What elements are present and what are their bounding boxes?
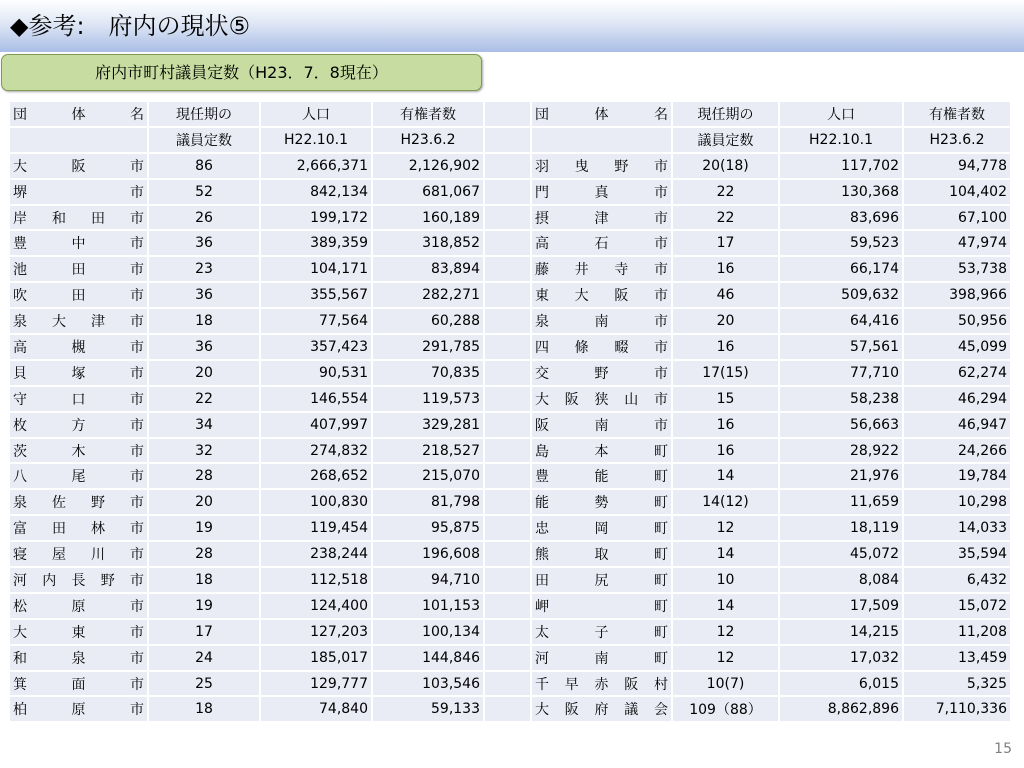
municipality-name: 田尻町: [532, 568, 673, 594]
voter-count: 2,126,902: [373, 154, 485, 180]
population-value: 83,696: [780, 206, 904, 232]
municipality-name: 大阪市: [10, 154, 149, 180]
seat-count: 10: [673, 568, 780, 594]
header-row-2: [10, 128, 1012, 154]
voter-count: 11,208: [904, 620, 1012, 646]
header-voters-date: H23.6.2: [373, 128, 485, 154]
population-value: 18,119: [780, 516, 904, 542]
table-row: [10, 154, 1012, 180]
table-row: [10, 620, 1012, 646]
seat-count: 34: [149, 413, 261, 439]
municipality-name: 岬町: [532, 594, 673, 620]
seat-count: 12: [673, 516, 780, 542]
population-value: 6,015: [780, 672, 904, 698]
column-gap: [485, 594, 532, 620]
table-row: [10, 387, 1012, 413]
table-row: [10, 413, 1012, 439]
column-gap: [485, 516, 532, 542]
table-row: [10, 697, 1012, 723]
population-value: 59,523: [780, 231, 904, 257]
voter-count: 318,852: [373, 231, 485, 257]
column-gap: [485, 646, 532, 672]
header-voters: 有権者数: [904, 102, 1012, 128]
voter-count: 94,710: [373, 568, 485, 594]
column-gap: [485, 464, 532, 490]
table-row: [10, 646, 1012, 672]
table-row: [10, 594, 1012, 620]
voter-count: 53,738: [904, 257, 1012, 283]
population-value: 129,777: [261, 672, 373, 698]
header-seats: 現任期の: [149, 102, 261, 128]
table-row: [10, 439, 1012, 465]
table-row: [10, 231, 1012, 257]
voter-count: 100,134: [373, 620, 485, 646]
municipality-name: 貝塚市: [10, 361, 149, 387]
municipality-name: 和泉市: [10, 646, 149, 672]
slide-title: ◆参考: 府内の現状⑤: [10, 12, 251, 40]
column-gap: [485, 102, 532, 128]
voter-count: 291,785: [373, 335, 485, 361]
seat-count: 19: [149, 516, 261, 542]
voter-count: 6,432: [904, 568, 1012, 594]
seat-count: 86: [149, 154, 261, 180]
voter-count: 62,274: [904, 361, 1012, 387]
municipality-name: 大阪府議会: [532, 697, 673, 723]
voter-count: 94,778: [904, 154, 1012, 180]
population-value: 357,423: [261, 335, 373, 361]
voter-count: 45,099: [904, 335, 1012, 361]
population-value: 842,134: [261, 180, 373, 206]
column-gap: [485, 180, 532, 206]
column-gap: [485, 206, 532, 232]
municipality-name: 大東市: [10, 620, 149, 646]
population-value: 100,830: [261, 490, 373, 516]
municipality-name: 吹田市: [10, 283, 149, 309]
voter-count: 46,294: [904, 387, 1012, 413]
table-row: [10, 180, 1012, 206]
header-row-1: [10, 102, 1012, 128]
voter-count: 67,100: [904, 206, 1012, 232]
column-gap: [485, 283, 532, 309]
population-value: 45,072: [780, 542, 904, 568]
municipality-name: 泉南市: [532, 309, 673, 335]
municipality-name: 藤井寺市: [532, 257, 673, 283]
voter-count: 5,325: [904, 672, 1012, 698]
seat-count: 32: [149, 439, 261, 465]
population-value: 238,244: [261, 542, 373, 568]
voter-count: 70,835: [373, 361, 485, 387]
population-value: 509,632: [780, 283, 904, 309]
column-gap: [485, 568, 532, 594]
header-voters-date: H23.6.2: [904, 128, 1012, 154]
municipality-name: 堺市: [10, 180, 149, 206]
municipality-name: 千早赤阪村: [532, 672, 673, 698]
table-row: [10, 490, 1012, 516]
municipality-name: 池田市: [10, 257, 149, 283]
voter-count: 15,072: [904, 594, 1012, 620]
seat-count: 109（88）: [673, 697, 780, 723]
voter-count: 81,798: [373, 490, 485, 516]
seat-count: 15: [673, 387, 780, 413]
municipality-name: 大阪狭山市: [532, 387, 673, 413]
seat-count: 20: [673, 309, 780, 335]
column-gap: [485, 335, 532, 361]
seat-count: 12: [673, 646, 780, 672]
municipality-name: 寝屋川市: [10, 542, 149, 568]
seat-count: 23: [149, 257, 261, 283]
seat-count: 19: [149, 594, 261, 620]
municipality-name: 豊能町: [532, 464, 673, 490]
column-gap: [485, 620, 532, 646]
table-row: [10, 206, 1012, 232]
column-gap: [485, 309, 532, 335]
population-value: 124,400: [261, 594, 373, 620]
municipality-name: 阪南市: [532, 413, 673, 439]
population-value: 21,976: [780, 464, 904, 490]
header-name: 団 体 名: [532, 102, 673, 128]
seat-count: 18: [149, 309, 261, 335]
population-value: 74,840: [261, 697, 373, 723]
seat-count: 36: [149, 335, 261, 361]
population-value: 355,567: [261, 283, 373, 309]
column-gap: [485, 672, 532, 698]
municipality-name: 羽曳野市: [532, 154, 673, 180]
column-gap: [485, 413, 532, 439]
municipality-name: 岸和田市: [10, 206, 149, 232]
municipality-name: 河内長野市: [10, 568, 149, 594]
voter-count: 218,527: [373, 439, 485, 465]
header-population-date: H22.10.1: [261, 128, 373, 154]
population-value: 57,561: [780, 335, 904, 361]
column-gap: [485, 439, 532, 465]
seat-count: 20: [149, 490, 261, 516]
population-value: 66,174: [780, 257, 904, 283]
seat-count: 20: [149, 361, 261, 387]
population-value: 17,509: [780, 594, 904, 620]
voter-count: 7,110,336: [904, 697, 1012, 723]
municipality-name: 島本町: [532, 439, 673, 465]
population-value: 8,862,896: [780, 697, 904, 723]
seat-count: 18: [149, 697, 261, 723]
voter-count: 103,546: [373, 672, 485, 698]
seat-count: 20(18): [673, 154, 780, 180]
column-gap: [485, 257, 532, 283]
seat-count: 52: [149, 180, 261, 206]
municipality-name: 枚方市: [10, 413, 149, 439]
table-row: [10, 568, 1012, 594]
subtitle-box: 府内市町村議員定数（H23．7．8現在）: [1, 54, 482, 91]
municipality-name: 熊取町: [532, 542, 673, 568]
header-voters: 有権者数: [373, 102, 485, 128]
table-row: [10, 542, 1012, 568]
seat-count: 26: [149, 206, 261, 232]
seat-count: 22: [673, 206, 780, 232]
population-value: 119,454: [261, 516, 373, 542]
header-blank: [10, 128, 149, 154]
seat-count: 14: [673, 594, 780, 620]
population-value: 90,531: [261, 361, 373, 387]
population-value: 130,368: [780, 180, 904, 206]
seat-count: 25: [149, 672, 261, 698]
column-gap: [485, 542, 532, 568]
voter-count: 59,133: [373, 697, 485, 723]
voter-count: 144,846: [373, 646, 485, 672]
seat-count: 17(15): [673, 361, 780, 387]
table-row: [10, 309, 1012, 335]
population-value: 274,832: [261, 439, 373, 465]
population-value: 104,171: [261, 257, 373, 283]
municipality-name: 豊中市: [10, 231, 149, 257]
table-row: [10, 335, 1012, 361]
population-value: 2,666,371: [261, 154, 373, 180]
municipality-name: 摂津市: [532, 206, 673, 232]
table-row: [10, 257, 1012, 283]
population-value: 28,922: [780, 439, 904, 465]
municipality-name: 泉大津市: [10, 309, 149, 335]
header-seats-sub: 議員定数: [673, 128, 780, 154]
municipality-name: 高槻市: [10, 335, 149, 361]
seat-count: 14: [673, 542, 780, 568]
seat-count: 36: [149, 283, 261, 309]
voter-count: 60,288: [373, 309, 485, 335]
seat-count: 14: [673, 464, 780, 490]
voter-count: 196,608: [373, 542, 485, 568]
seat-count: 46: [673, 283, 780, 309]
population-value: 77,710: [780, 361, 904, 387]
municipality-name: 門真市: [532, 180, 673, 206]
municipality-name: 能勢町: [532, 490, 673, 516]
seat-count: 16: [673, 257, 780, 283]
table-row: [10, 672, 1012, 698]
voter-count: 47,974: [904, 231, 1012, 257]
header-name: 団 体 名: [10, 102, 149, 128]
population-value: 268,652: [261, 464, 373, 490]
seat-count: 17: [149, 620, 261, 646]
population-value: 14,215: [780, 620, 904, 646]
municipality-name: 茨木市: [10, 439, 149, 465]
population-value: 77,564: [261, 309, 373, 335]
population-value: 8,084: [780, 568, 904, 594]
population-value: 64,416: [780, 309, 904, 335]
population-value: 389,359: [261, 231, 373, 257]
population-value: 146,554: [261, 387, 373, 413]
voter-count: 681,067: [373, 180, 485, 206]
page-number: 15: [994, 741, 1012, 757]
seat-count: 22: [149, 387, 261, 413]
voter-count: 14,033: [904, 516, 1012, 542]
voter-count: 119,573: [373, 387, 485, 413]
voter-count: 95,875: [373, 516, 485, 542]
voter-count: 83,894: [373, 257, 485, 283]
voter-count: 101,153: [373, 594, 485, 620]
voter-count: 46,947: [904, 413, 1012, 439]
municipality-name: 守口市: [10, 387, 149, 413]
population-value: 56,663: [780, 413, 904, 439]
table-row: [10, 283, 1012, 309]
seat-count: 12: [673, 620, 780, 646]
population-value: 117,702: [780, 154, 904, 180]
voter-count: 50,956: [904, 309, 1012, 335]
seat-count: 16: [673, 439, 780, 465]
table-row: [10, 464, 1012, 490]
column-gap: [485, 154, 532, 180]
municipality-name: 八尾市: [10, 464, 149, 490]
voter-count: 104,402: [904, 180, 1012, 206]
municipality-name: 太子町: [532, 620, 673, 646]
column-gap: [485, 697, 532, 723]
municipality-name: 箕面市: [10, 672, 149, 698]
table-row: [10, 516, 1012, 542]
population-value: 17,032: [780, 646, 904, 672]
municipality-name: 松原市: [10, 594, 149, 620]
seat-count: 36: [149, 231, 261, 257]
header-population: 人口: [780, 102, 904, 128]
header-seats-sub: 議員定数: [149, 128, 261, 154]
voter-count: 13,459: [904, 646, 1012, 672]
voter-count: 329,281: [373, 413, 485, 439]
municipality-name: 富田林市: [10, 516, 149, 542]
municipality-name: 東大阪市: [532, 283, 673, 309]
municipality-name: 四條畷市: [532, 335, 673, 361]
voter-count: 160,189: [373, 206, 485, 232]
seat-count: 17: [673, 231, 780, 257]
header-population-date: H22.10.1: [780, 128, 904, 154]
header-population: 人口: [261, 102, 373, 128]
voter-count: 10,298: [904, 490, 1012, 516]
population-value: 58,238: [780, 387, 904, 413]
voter-count: 24,266: [904, 439, 1012, 465]
column-gap: [485, 128, 532, 154]
header-blank: [532, 128, 673, 154]
population-value: 185,017: [261, 646, 373, 672]
voter-count: 35,594: [904, 542, 1012, 568]
voter-count: 282,271: [373, 283, 485, 309]
column-gap: [485, 387, 532, 413]
seat-count: 16: [673, 335, 780, 361]
seat-count: 24: [149, 646, 261, 672]
seat-count: 16: [673, 413, 780, 439]
table-row: [10, 361, 1012, 387]
seat-count: 28: [149, 464, 261, 490]
municipality-name: 忠岡町: [532, 516, 673, 542]
seat-count: 22: [673, 180, 780, 206]
seat-count: 10(7): [673, 672, 780, 698]
column-gap: [485, 361, 532, 387]
municipality-name: 泉佐野市: [10, 490, 149, 516]
voter-count: 19,784: [904, 464, 1012, 490]
seat-count: 18: [149, 568, 261, 594]
municipality-name: 交野市: [532, 361, 673, 387]
population-value: 199,172: [261, 206, 373, 232]
seat-count: 14(12): [673, 490, 780, 516]
seat-count: 28: [149, 542, 261, 568]
voter-count: 215,070: [373, 464, 485, 490]
council-seats-table: [10, 102, 1012, 723]
voter-count: 398,966: [904, 283, 1012, 309]
column-gap: [485, 490, 532, 516]
municipality-name: 河南町: [532, 646, 673, 672]
population-value: 407,997: [261, 413, 373, 439]
population-value: 11,659: [780, 490, 904, 516]
municipality-name: 高石市: [532, 231, 673, 257]
header-seats: 現任期の: [673, 102, 780, 128]
population-value: 112,518: [261, 568, 373, 594]
population-value: 127,203: [261, 620, 373, 646]
municipality-name: 柏原市: [10, 697, 149, 723]
column-gap: [485, 231, 532, 257]
